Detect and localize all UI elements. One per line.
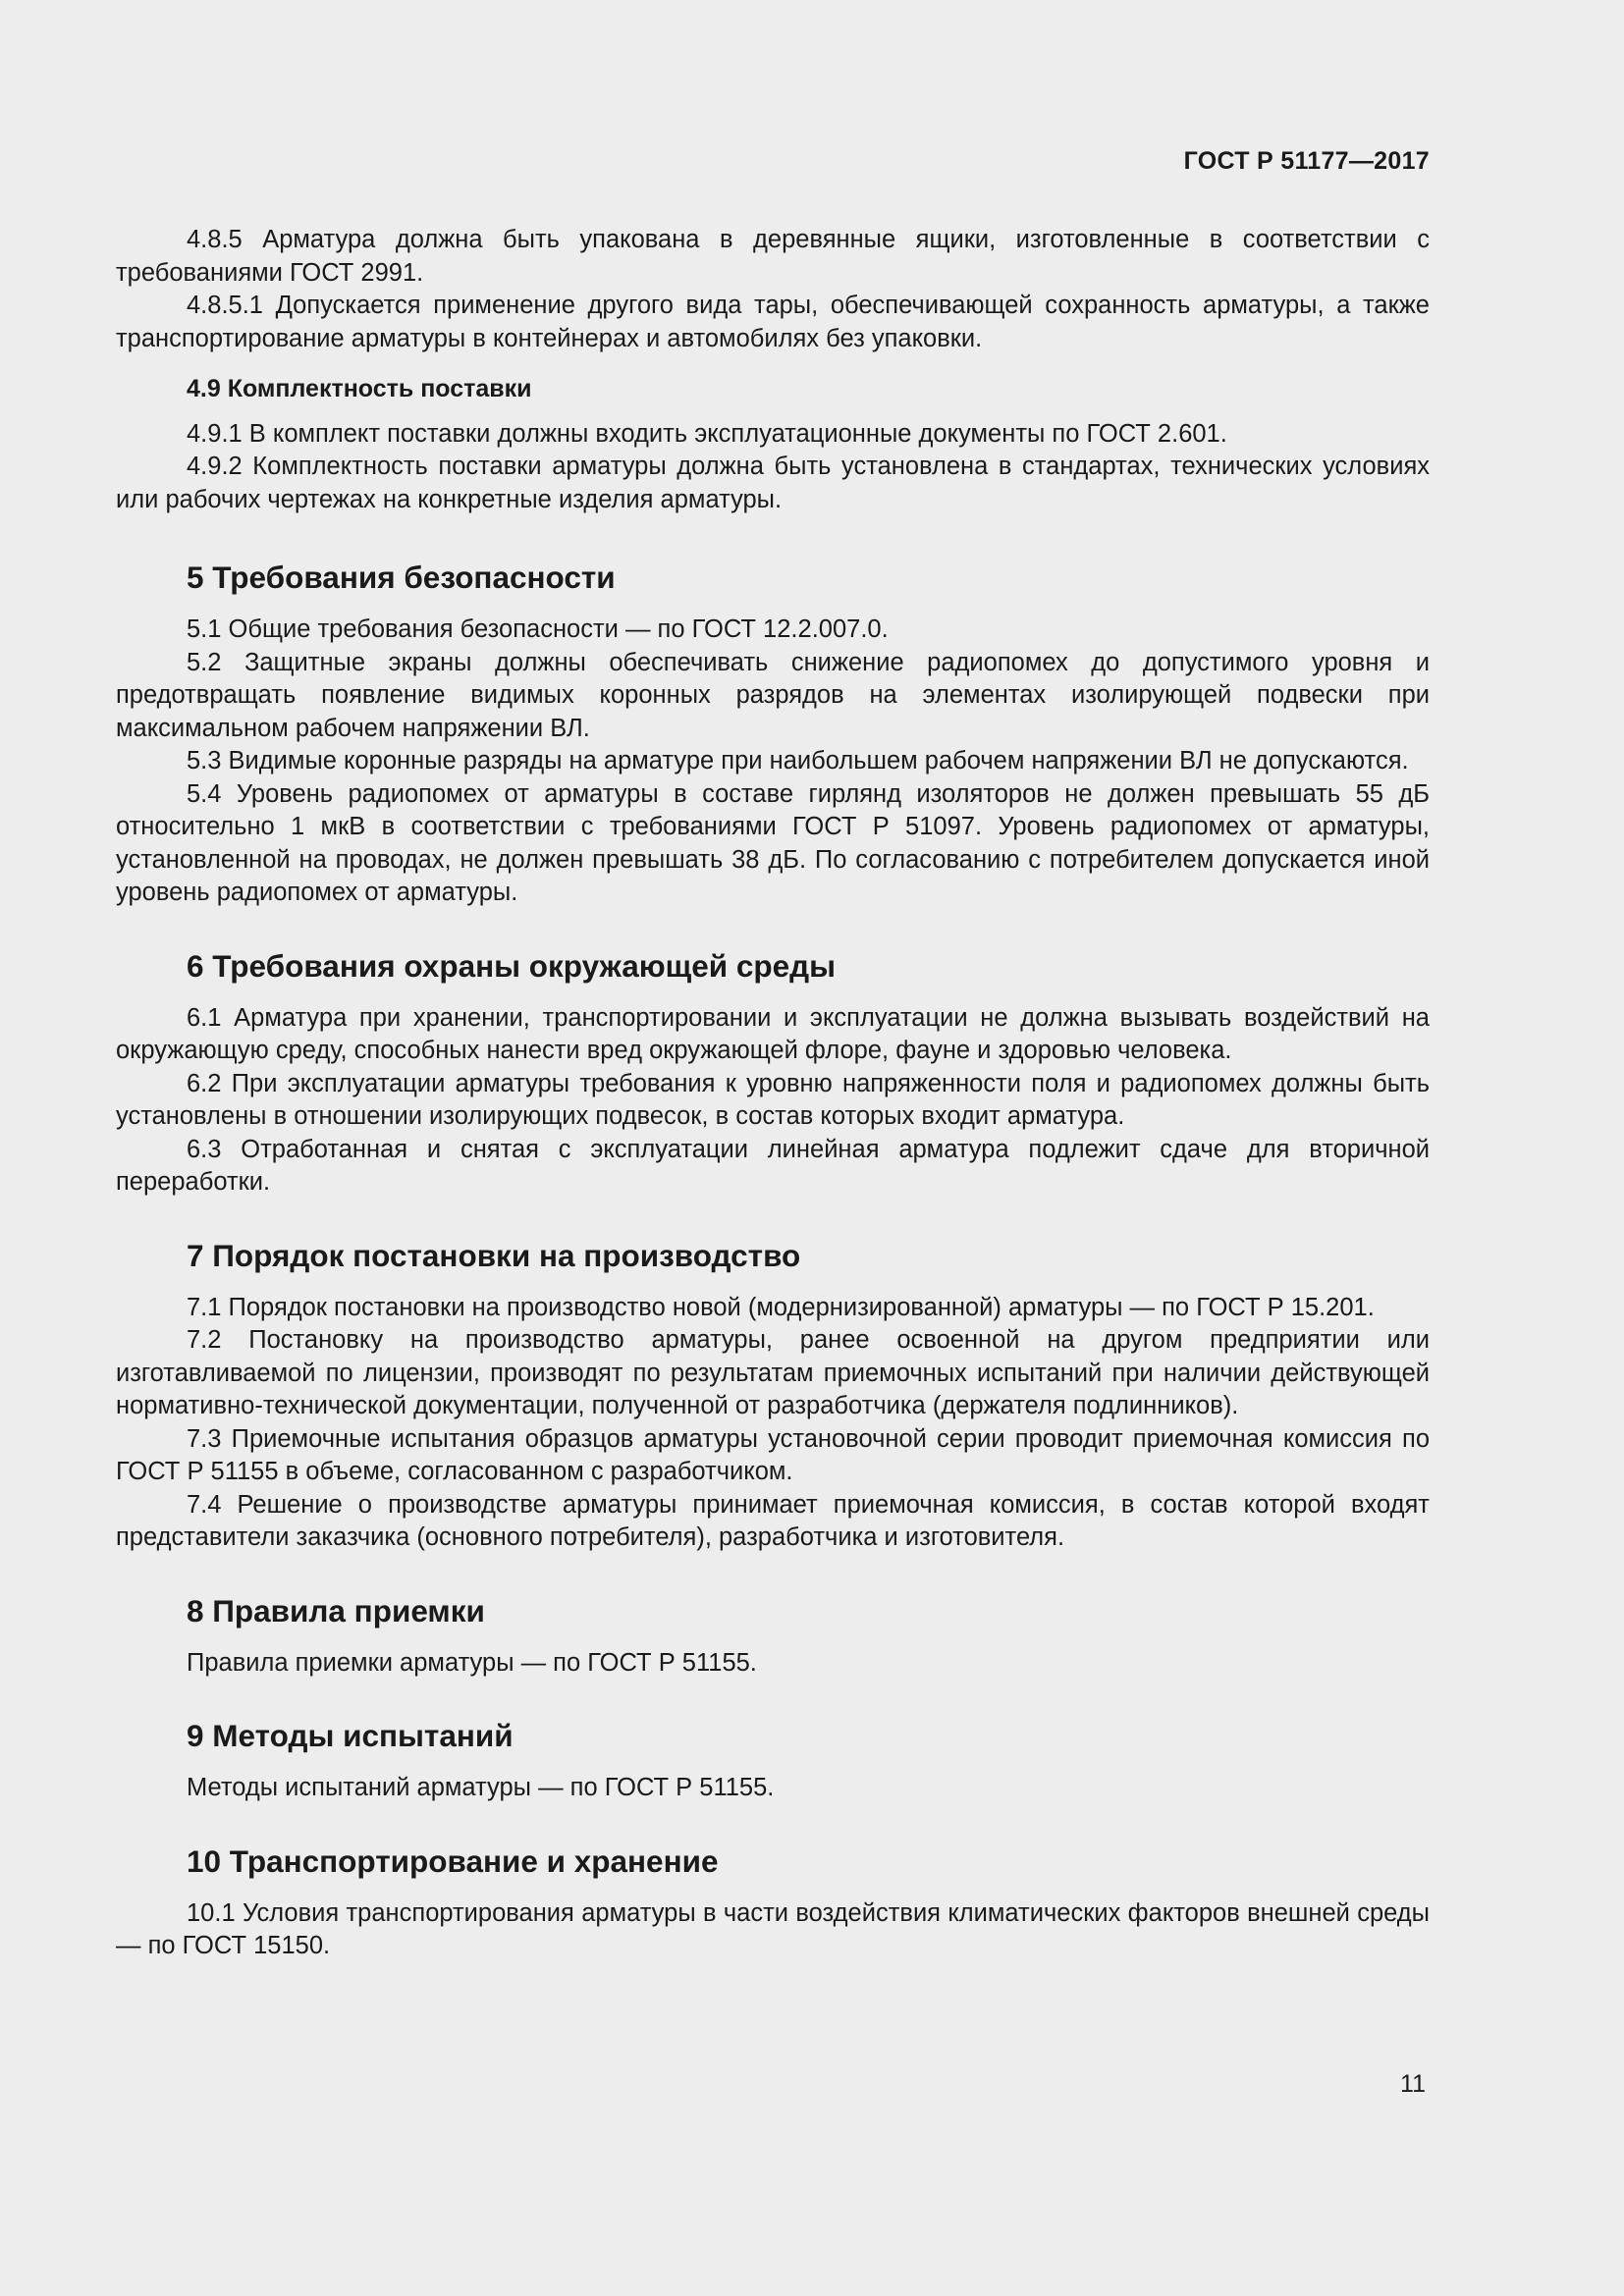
document-code-header: ГОСТ Р 51177—2017 — [1183, 147, 1430, 175]
document-body — [116, 224, 1430, 1963]
paragraph-4-8-5: 4.8.5 Арматура должна быть упакована в деревянные ящики, изготовленные в соответствии с требованиями ГОСТ 2991. — [116, 226, 1430, 287]
section-heading-8: 8 Правила приемки — [187, 1592, 485, 1629]
paragraph-4-8-5-1: 4.8.5.1 Допускается применение другого вида тары, обеспечивающей сохранность арматуры, а также транспортирование арматуры в контейнерах и автомобилях без упаковки. — [116, 292, 1430, 352]
paragraph-5-2: 5.2 Защитные экраны должны обеспечивать снижение радиопомех до допустимого уровня и предотвращать появление видимых коронных разрядов на элементах изолирующей подвески при максимальном рабочем напряжении ВЛ. — [116, 648, 1430, 742]
section-heading-5: 5 Требования безопасности — [187, 560, 616, 595]
section-heading-6: 6 Требования охраны окружающей среды — [187, 947, 837, 984]
paragraph-4-9-2: 4.9.2 Комплектность поставки арматуры должна быть установлена в стандартах, технических условиях или рабочих чертежах на конкретные изделия арматуры. — [116, 453, 1430, 513]
subsection-heading-4-9: 4.9 Комплектность поставки — [187, 375, 532, 402]
paragraph-4-9-1: 4.9.1 В комплект поставки должны входить эксплуатационные документы по ГОСТ 2.601. — [187, 419, 1227, 448]
paragraph-10-1: 10.1 Условия транспортирования арматуры в части воздействия климатических факторов внешней среды — по ГОСТ 15150. — [116, 1898, 1430, 1959]
paragraph-5-1: 5.1 Общие требования безопасности — по ГОСТ 12.2.007.0. — [187, 615, 889, 643]
page-number: 11 — [1400, 2070, 1426, 2098]
paragraph-5-4: 5.4 Уровень радиопомех от арматуры в составе гирлянд изоляторов не должен превышать 55 дБ относительно 1 мкВ в соответствии с требованиями ГОСТ Р 51097. Уровень радиопомех от арматуры, установленной на проводах, не должен превышать 38 дБ. По согласованию с потребителем допускается иной уровень радиопомех от арматуры. — [116, 779, 1430, 906]
paragraph-6-2: 6.2 При эксплуатации арматуры требования к уровню напряженности поля и радиопомех должны быть установлены в отношении изолирующих подвесок, в состав которых входит арматура. — [116, 1069, 1430, 1130]
section-heading-7: 7 Порядок постановки на производство — [187, 1237, 801, 1273]
paragraph-7-1: 7.1 Порядок постановки на производство новой (модернизированной) арматуры — по ГОСТ Р 15.201. — [187, 1293, 1375, 1321]
paragraph-9: Методы испытаний арматуры — по ГОСТ Р 51155. — [187, 1774, 775, 1801]
section-heading-10: 10 Транспортирование и хранение — [187, 1842, 719, 1879]
paragraph-7-4: 7.4 Решение о производстве арматуры принимает приемочная комиссия, в состав которой входят представители заказчика (основного потребителя), разработчика и изготовителя. — [116, 1490, 1430, 1551]
paragraph-6-1: 6.1 Арматура при хранении, транспортировании и эксплуатации не должна вызывать воздействий на окружающую среду, способных нанести вред окружающей флоре, фауне и здоровью человека. — [116, 1003, 1430, 1064]
section-heading-9: 9 Методы испытаний — [187, 1718, 514, 1753]
paragraph-7-3: 7.3 Приемочные испытания образцов арматуры установочной серии проводит приемочная комиссия по ГОСТ Р 51155 в объеме, согласованном с разработчиком. — [116, 1424, 1430, 1485]
paragraph-7-2: 7.2 Постановку на производство арматуры, ранее освоенной на другом предприятии или изготавливаемой по лицензии, производят по результатам приемочных испытаний при наличии действующей нормативно-технической документации, полученной от разработчика (держателя подлинников). — [116, 1326, 1430, 1419]
paragraph-6-3: 6.3 Отработанная и снятая с эксплуатации линейная арматура подлежит сдаче для вторичной переработки. — [116, 1135, 1430, 1196]
paragraph-8: Правила приемки арматуры — по ГОСТ Р 51155. — [187, 1648, 757, 1677]
paragraph-5-3: 5.3 Видимые коронные разряды на арматуре при наибольшем рабочем напряжении ВЛ не допускаются. — [187, 747, 1409, 774]
